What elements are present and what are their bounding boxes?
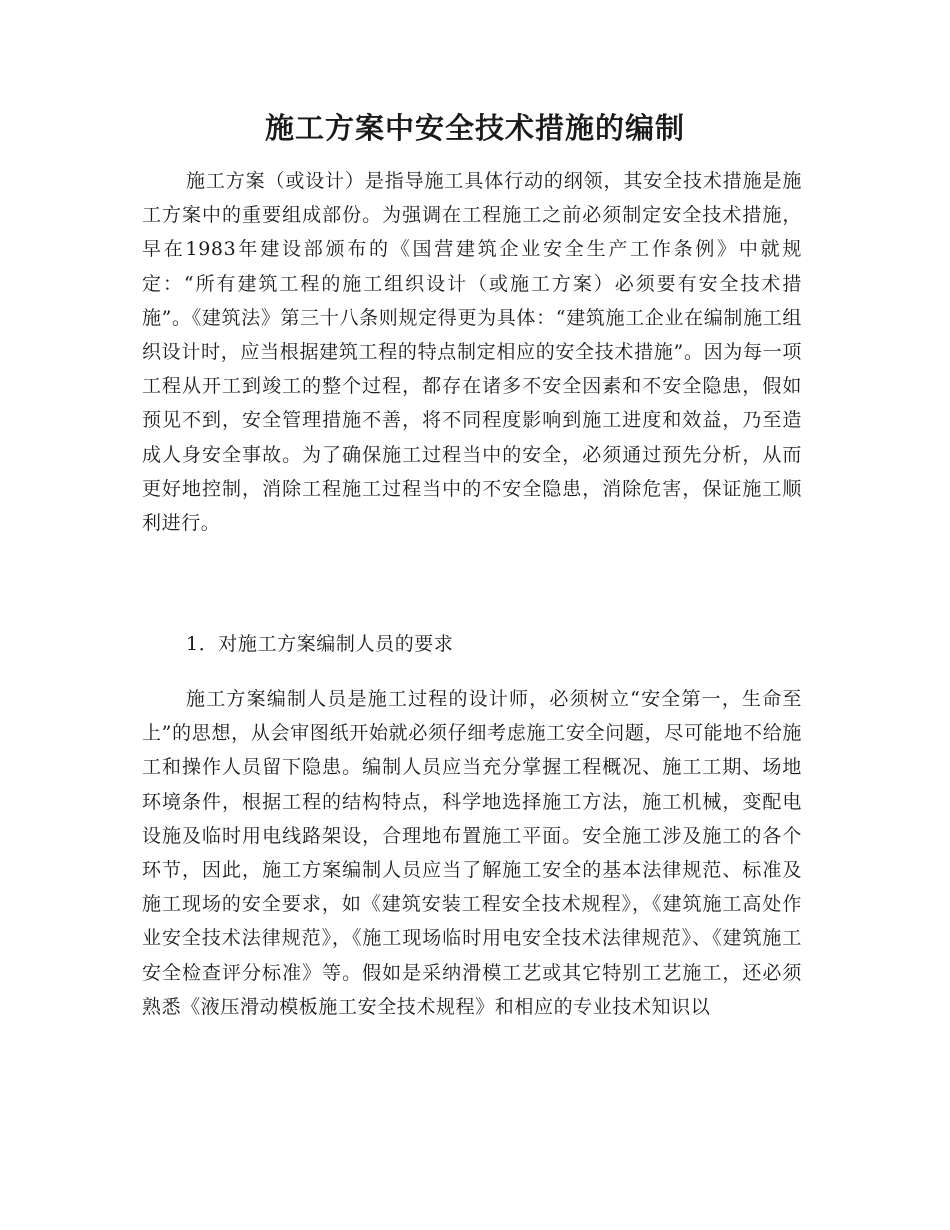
intro-paragraph: 施工方案（或设计）是指导施工具体行动的纲领，其安全技术措施是施工方案中的重要组成部份。为强调在工程施工之前必须制定安全技术措施，早在1983年建设部颁布的《国营建筑企业安全生产工作条例》中就规定：“所有建筑工程的施工组织设计（或施工方案）必须要有安全技术措施”。《建筑法》第三十八条则规定得更为具体：“建筑施工企业在编制施工组织设计时，应当根据建筑工程的特点制定相应的安全技术措施”。因为每一项工程从开工到竣工的整个过程，都存在诸多不安全因素和不安全隐患，假如预见不到，安全管理措施不善，将不同程度影响到施工进度和效益，乃至造成人身安全事故。为了确保施工过程当中的安全，必须通过预先分析，从而更好地控制，消除工程施工过程当中的不安全隐患，消除危害，保证施工顺利进行。: [142, 170, 802, 535]
section-heading: 1．对施工方案编制人员的要求: [186, 633, 454, 655]
body-paragraph: 施工方案编制人员是施工过程的设计师，必须树立“安全第一，生命至上”的思想，从会审图纸开始就必须仔细考虑施工安全问题，尽可能地不给施工和操作人员留下隐患。编制人员应当充分掌握工程概况、施工工期、场地环境条件，根据工程的结构特点，科学地选择施工方法，施工机械，变配电设施及临时用电线路架设，合理地布置施工平面。安全施工涉及施工的各个环节，因此，施工方案编制人员应当了解施工安全的基本法律规范、标准及施工现场的安全要求，如《建筑安装工程安全技术规程》，《建筑施工高处作业安全技术法律规范》，《施工现场临时用电安全技术法律规范》、《建筑施工安全检查评分标准》等。假如是采纳滑模工艺或其它特别工艺施工，还必须熟悉《液压滑动模板施工安全技术规程》和相应的专业技术知识以: [142, 688, 802, 1018]
document-title: 施工方案中安全技术措施的编制: [264, 111, 685, 145]
